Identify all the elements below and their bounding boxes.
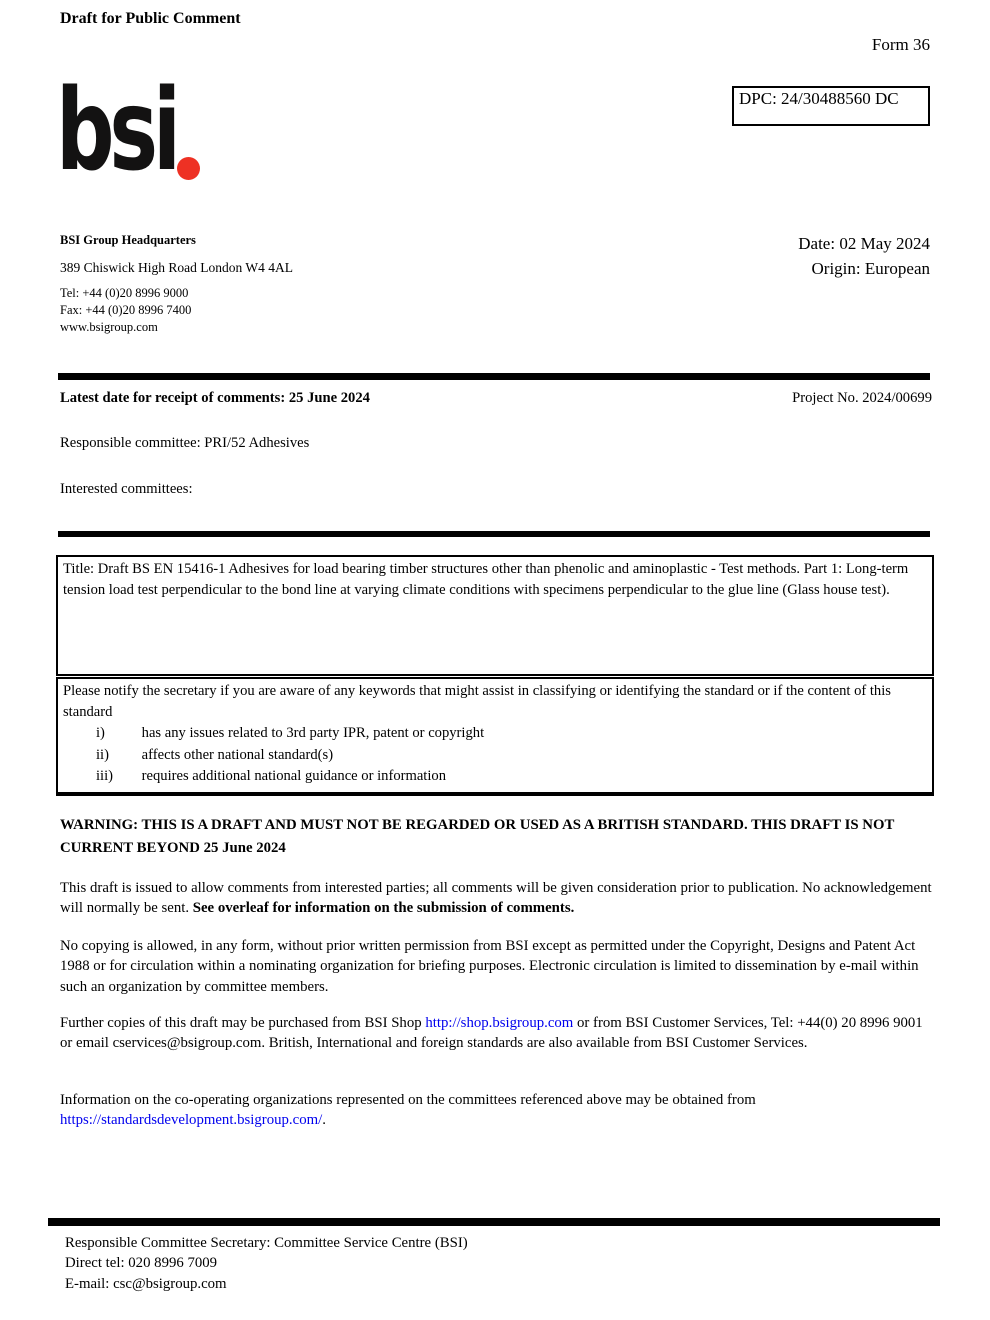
headquarters-name: BSI Group Headquarters: [60, 233, 196, 247]
document-classification-title: Draft for Public Comment: [60, 10, 241, 27]
keywords-item: [63, 723, 927, 744]
responsible-committee: Responsible committee: PRI/52 Adhesives: [60, 435, 310, 451]
headquarters-contact-lines: [60, 285, 191, 336]
keywords-item: [63, 766, 927, 787]
link-scheme: https://: [60, 1112, 102, 1129]
paragraph-text: .: [322, 1112, 326, 1129]
draft-warning: WARNING: THIS IS A DRAFT AND MUST NOT BE REGARDED OR USED AS A BRITISH STANDARD. THIS DRAFT IS NOT CURRENT BEYOND 25 June 2024: [60, 817, 895, 856]
footer-direct-tel: Direct tel: 020 8996 7009: [65, 1255, 218, 1272]
comments-deadline-row: [60, 390, 932, 407]
footer-email: E-mail: csc@bsigroup.com: [65, 1275, 227, 1292]
footer-contact-block: [65, 1233, 468, 1294]
bsi-shop-link[interactable]: http://shop.bsigroup.com: [425, 1015, 574, 1031]
standard-title-box: [56, 555, 934, 676]
keywords-item: [63, 745, 927, 766]
interested-committees: Interested committees:: [60, 481, 193, 497]
paragraph-draft-issued: [60, 878, 932, 919]
standards-development-link[interactable]: [60, 1112, 322, 1128]
document-origin: Origin: European: [811, 259, 930, 278]
keywords-notice-box: [56, 677, 934, 796]
headquarters-fax: Fax: +44 (0)20 8996 7400: [60, 303, 192, 317]
paragraph-further-copies: [60, 1013, 932, 1054]
keywords-item-text: has any issues related to 3rd party IPR, patent or copyright: [141, 725, 485, 741]
headquarters-tel: Tel: +44 (0)20 8996 9000: [60, 286, 189, 300]
paragraph-text: This draft is issued to allow comments from interested parties; all comments will be given consideration prior to publication. No acknowledgement will normally be sent.: [60, 880, 932, 917]
project-number: Project No. 2024/00699: [792, 390, 932, 406]
headquarters-address: 389 Chiswick High Road London W4 4AL: [60, 260, 293, 275]
horizontal-rule-mid: [58, 531, 930, 537]
bsi-logo: bsi: [56, 66, 176, 196]
date-origin-block: [798, 231, 930, 281]
keywords-item-numeral: ii): [96, 746, 109, 763]
link-host: standardsdevelopment.bsigroup.com/: [101, 1112, 323, 1129]
keywords-item-text: affects other national standard(s): [141, 746, 334, 763]
keywords-intro: Please notify the secretary if you are aware of any keywords that might assist in classifying or identifying the standard or if the content of this standard: [63, 683, 891, 720]
latest-comments-date: Latest date for receipt of comments: 25 June 2024: [60, 390, 370, 406]
paragraph-cooperating-orgs: [60, 1090, 932, 1131]
paragraph-text: Information on the co-operating organizations represented on the committees referenced above may be obtained from: [60, 1092, 756, 1108]
headquarters-website: www.bsigroup.com: [60, 320, 158, 334]
paragraph-text: Further copies of this draft may be purchased from BSI Shop: [60, 1015, 426, 1031]
document-date: Date: 02 May 2024: [798, 234, 930, 253]
dpc-number: DPC: 24/30488560 DC: [739, 89, 899, 108]
keywords-item-text: requires additional national guidance or information: [141, 768, 447, 784]
footer-secretary: Responsible Committee Secretary: Committee Service Centre (BSI): [65, 1235, 468, 1251]
keywords-item-numeral: i): [96, 725, 105, 741]
bsi-logo-red-dot-icon: [177, 157, 200, 180]
paragraph-no-copying: No copying is allowed, in any form, without prior written permission from BSI except as permitted under the Copyright, Designs and Patent Act 1988 or for circulation within a nominating organization for briefing purposes. Electronic circulation is limited to dissemination by e-mail within such an organization by committee members.: [60, 938, 919, 995]
dpc-number-box: [732, 86, 930, 126]
paragraph-text: or from BSI Customer Services, Tel: +44(0) 20 8996 9001 or email cservices@bsigroup.com. British, International and foreign standards are also available from BSI Customer Services.: [60, 1015, 923, 1052]
form-number: Form 36: [871, 35, 930, 54]
see-overleaf-note: See overleaf for information on the submission of comments.: [192, 900, 575, 917]
horizontal-rule-footer: [48, 1218, 940, 1226]
horizontal-rule-top: [58, 373, 930, 380]
keywords-item-numeral: iii): [96, 768, 114, 784]
standard-title: Title: Draft BS EN 15416-1 Adhesives for load bearing timber structures other than phenolic and aminoplastic - Test methods. Part 1: Long-term tension load test perpendicular to the bond line at varying climate conditions with specimens perpendicular to the glue line (Glass house test).: [63, 561, 909, 598]
